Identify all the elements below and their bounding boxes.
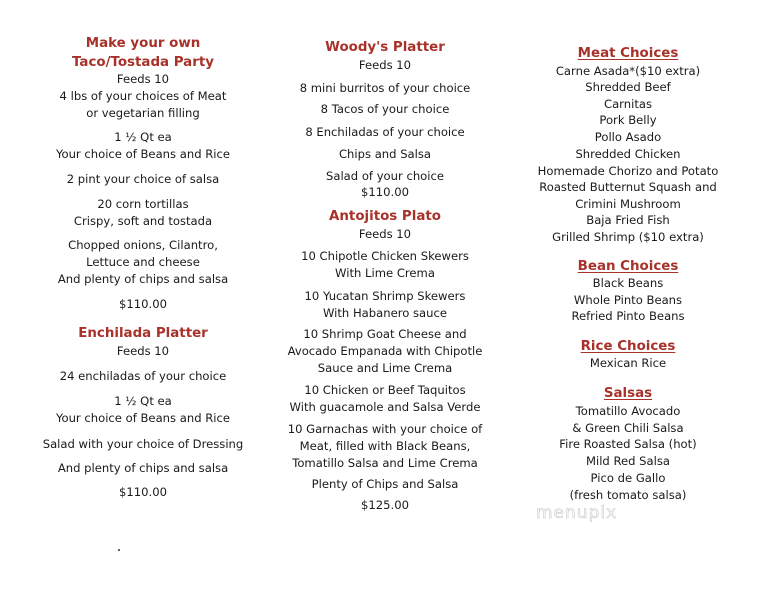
antojitos-item-2-line-2: With Habanero sauce xyxy=(322,306,448,320)
taco-party-quart: 1 ½ Qt ea xyxy=(114,130,172,144)
meat-choice-item: Homemade Chorizo and Potato xyxy=(537,164,719,178)
meat-choices-title: Meat Choices xyxy=(577,46,679,61)
taco-party-title-line-1: Make your own xyxy=(85,36,201,51)
salsas-title: Salsas xyxy=(603,386,653,401)
bean-choice-item: Whole Pinto Beans xyxy=(573,293,683,307)
menupix-watermark: menupix xyxy=(536,503,618,523)
meat-choice-item: Pork Belly xyxy=(599,113,657,127)
antojitos-item-3-line-1: 10 Shrimp Goat Cheese and xyxy=(303,327,467,341)
taco-party-toppings-3: And plenty of chips and salsa xyxy=(57,272,229,286)
enchilada-platter-feeds: Feeds 10 xyxy=(116,344,170,358)
antojitos-item-5-line-3: Tomatillo Salsa and Lime Crema xyxy=(292,456,478,470)
enchilada-platter-beans-rice: Your choice of Beans and Rice xyxy=(55,411,231,425)
antojitos-item-1-line-1: 10 Chipotle Chicken Skewers xyxy=(301,249,469,263)
enchilada-platter-chips: And plenty of chips and salsa xyxy=(57,461,229,475)
bean-choice-item: Black Beans xyxy=(592,276,664,290)
taco-party-toppings-1: Chopped onions, Cilantro, xyxy=(68,238,218,252)
salsa-item: Pico de Gallo xyxy=(590,471,666,485)
enchilada-platter-price: $110.00 xyxy=(119,485,167,499)
taco-party-toppings-2: Lettuce and cheese xyxy=(86,255,200,269)
woodys-platter-line-5: Salad of your choice xyxy=(326,169,444,183)
woodys-platter-feeds: Feeds 10 xyxy=(358,58,412,72)
salsa-item: Fire Roasted Salsa (hot) xyxy=(559,437,697,451)
taco-party-feeds: Feeds 10 xyxy=(116,72,170,86)
enchilada-platter-salad: Salad with your choice of Dressing xyxy=(42,437,244,451)
antojitos-item-6: Plenty of Chips and Salsa xyxy=(311,477,459,491)
antojitos-item-2-line-1: 10 Yucatan Shrimp Skewers xyxy=(304,289,466,303)
meat-choice-item: Shredded Chicken xyxy=(575,147,681,161)
woodys-platter-line-1: 8 mini burritos of your choice xyxy=(299,81,471,95)
taco-party-meat-line: 4 lbs of your choices of Meat xyxy=(59,89,227,103)
salsa-item: & Green Chili Salsa xyxy=(572,421,684,435)
antojitos-plato-feeds: Feeds 10 xyxy=(358,227,412,241)
meat-choice-item: Carne Asada*($10 extra) xyxy=(555,64,701,78)
salsa-item: (fresh tomato salsa) xyxy=(569,488,687,502)
woodys-platter-price: $110.00 xyxy=(361,185,409,199)
bean-choices-title: Bean Choices xyxy=(577,259,679,274)
enchilada-platter-title: Enchilada Platter xyxy=(78,326,208,341)
antojitos-item-3-line-2: Avocado Empanada with Chipotle xyxy=(287,344,483,358)
meat-choice-item: Roasted Butternut Squash and xyxy=(539,180,717,194)
enchilada-platter-line-1: 24 enchiladas of your choice xyxy=(59,369,227,383)
taco-party-filling-line: or vegetarian filling xyxy=(86,106,200,120)
enchilada-platter-quart: 1 ½ Qt ea xyxy=(114,394,172,408)
taco-party-salsa: 2 pint your choice of salsa xyxy=(66,172,220,186)
antojitos-item-3-line-3: Sauce and Lime Crema xyxy=(317,361,453,375)
woodys-platter-title: Woody's Platter xyxy=(325,40,445,55)
stray-dot xyxy=(118,549,120,551)
antojitos-plato-title: Antojitos Plato xyxy=(329,209,441,224)
woodys-platter-line-4: Chips and Salsa xyxy=(338,147,432,161)
rice-choice-item: Mexican Rice xyxy=(589,356,667,370)
woodys-platter-line-2: 8 Tacos of your choice xyxy=(320,102,450,116)
meat-choice-item: Pollo Asado xyxy=(594,130,662,144)
antojitos-item-5-line-2: Meat, filled with Black Beans, xyxy=(299,439,471,453)
taco-party-tortilla-types: Crispy, soft and tostada xyxy=(73,214,213,228)
meat-choice-item: Carnitas xyxy=(603,97,653,111)
antojitos-item-5-line-1: 10 Garnachas with your choice of xyxy=(287,422,483,436)
meat-choice-item: Baja Fried Fish xyxy=(586,213,670,227)
salsa-item: Tomatillo Avocado xyxy=(575,404,681,418)
taco-party-beans-rice: Your choice of Beans and Rice xyxy=(55,147,231,161)
antojitos-item-1-line-2: With Lime Crema xyxy=(335,266,435,280)
bean-choice-item: Refried Pinto Beans xyxy=(571,309,685,323)
antojitos-item-4-line-2: With guacamole and Salsa Verde xyxy=(289,400,481,414)
meat-choice-item: Grilled Shrimp ($10 extra) xyxy=(552,230,704,244)
antojitos-item-4-line-1: 10 Chicken or Beef Taquitos xyxy=(304,383,466,397)
salsa-item: Mild Red Salsa xyxy=(585,454,671,468)
woodys-platter-line-3: 8 Enchiladas of your choice xyxy=(305,125,465,139)
taco-party-tortillas: 20 corn tortillas xyxy=(97,197,189,211)
rice-choices-title: Rice Choices xyxy=(580,339,676,354)
taco-party-price: $110.00 xyxy=(119,297,167,311)
antojitos-plato-price: $125.00 xyxy=(361,498,409,512)
meat-choice-item: Shredded Beef xyxy=(585,80,671,94)
taco-party-title-line-2: Taco/Tostada Party xyxy=(72,55,214,70)
meat-choice-item: Crimini Mushroom xyxy=(575,197,681,211)
